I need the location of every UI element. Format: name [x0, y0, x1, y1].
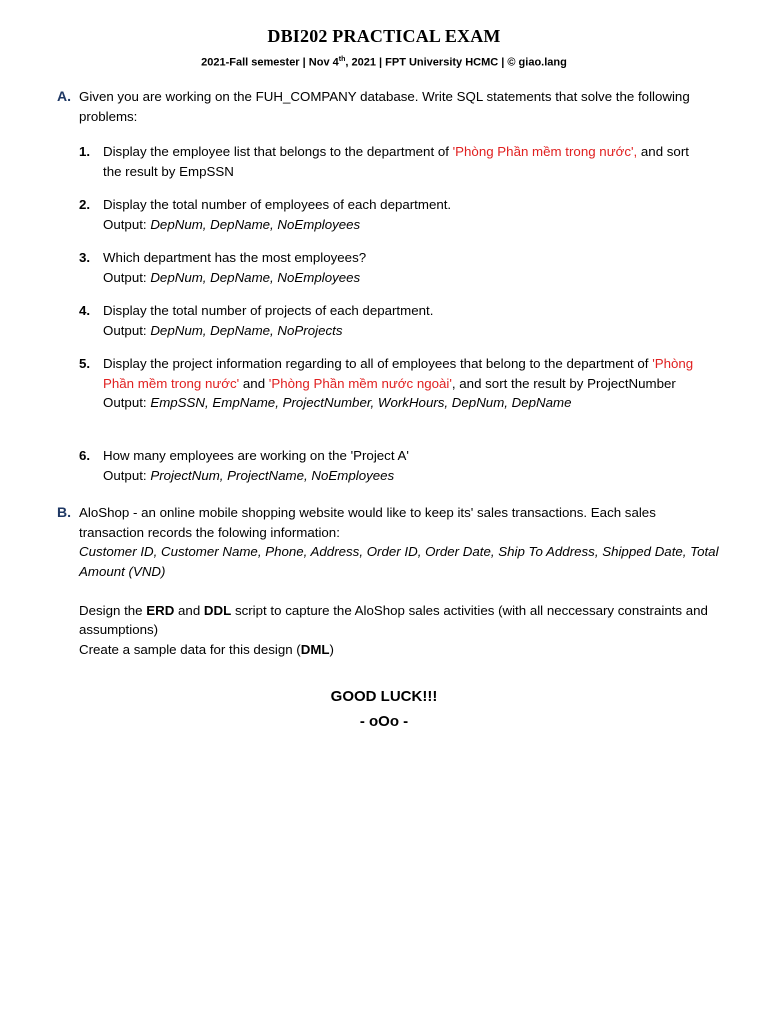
- section-b-label: B.: [57, 504, 71, 520]
- section-a-intro: Given you are working on the FUH_COMPANY database. Write SQL statements that solve the following problems:: [79, 89, 690, 124]
- exam-title: DBI202 PRACTICAL EXAM: [267, 26, 501, 46]
- sample-text-pre: Create a sample data for this design (: [79, 641, 301, 657]
- question-number: 6.: [79, 448, 91, 463]
- question-text: [103, 354, 709, 393]
- ddl-term: DDL: [203, 602, 232, 618]
- sample-text-post: ): [329, 641, 334, 657]
- output-label: Output:: [103, 395, 147, 410]
- question-3: [79, 248, 709, 287]
- section-a-label: A.: [57, 88, 71, 104]
- subtitle-pre: 2021-Fall semester | Nov 4: [201, 56, 339, 69]
- question-text-post: , and sort the result by ProjectNumber: [451, 375, 676, 391]
- department-highlight: 'Phòng Phần mềm trong nước',: [452, 144, 638, 159]
- output-columns: DepNum, DepName, NoProjects: [150, 322, 343, 338]
- question-6: [79, 446, 709, 485]
- output-columns: DepNum, DepName, NoEmployees: [150, 216, 361, 232]
- question-2: [79, 195, 709, 234]
- question-output: [103, 393, 709, 413]
- output-columns: DepNum, DepName, NoEmployees: [150, 269, 361, 285]
- output-label: Output:: [103, 269, 147, 285]
- question-text: Display the total number of employees of each department.: [103, 197, 452, 212]
- question-5: [79, 354, 709, 413]
- good-luck-text: GOOD LUCK!!!: [330, 688, 438, 705]
- question-text-post: and sort the result by EmpSSN: [103, 144, 689, 179]
- question-number: 5.: [79, 356, 91, 371]
- question-text-pre: Display the project information regarding to all of employees that belong to the department of: [103, 356, 653, 371]
- question-number: 4.: [79, 303, 91, 318]
- design-text-and: and: [174, 602, 204, 618]
- question-text: How many employees are working on the 'Project A': [103, 448, 409, 463]
- exam-subtitle: [0, 56, 768, 69]
- section-b-sample: [79, 640, 719, 660]
- question-number: 3.: [79, 250, 91, 265]
- output-label: Output:: [103, 467, 147, 483]
- output-columns: EmpSSN, EmpName, ProjectNumber, WorkHours, DepNum, DepName: [150, 395, 572, 410]
- output-label: Output:: [103, 216, 147, 232]
- output-label: Output:: [103, 322, 147, 338]
- question-4: [79, 301, 709, 340]
- question-1: [79, 142, 709, 181]
- department-highlight-2: 'Phòng Phần mềm nước ngoài': [268, 375, 452, 391]
- end-mark: - oOo -: [359, 713, 409, 730]
- section-b-intro: AloShop - an online mobile shopping website would like to keep its' sales transactions. Each sales transaction records the folowing information:: [79, 505, 656, 540]
- question-output: [103, 215, 709, 235]
- question-output: [103, 321, 709, 341]
- question-output: [103, 268, 709, 288]
- department-highlight-1: 'Phòng Phần mềm trong nước': [103, 356, 694, 391]
- section-b-body: [79, 503, 719, 659]
- design-text-post: script to capture the AloShop sales activities (with all neccessary constraints and assumptions): [79, 602, 708, 637]
- output-columns: ProjectNum, ProjectName, NoEmployees: [150, 467, 395, 483]
- erd-term: ERD: [146, 602, 175, 618]
- question-text: Which department has the most employees?: [103, 250, 367, 265]
- dml-term: DML: [300, 641, 330, 657]
- design-text-pre: Design the: [79, 602, 147, 618]
- question-output: [103, 466, 709, 486]
- section-b-design: [79, 601, 719, 640]
- question-number: 2.: [79, 197, 91, 212]
- question-text-mid: and: [239, 375, 269, 391]
- question-number: 1.: [79, 144, 91, 159]
- question-text: Display the employee list that belongs to the department of: [103, 144, 453, 159]
- section-b-fields: Customer ID, Customer Name, Phone, Address, Order ID, Order Date, Ship To Address, Shipped Date, Total Amount (VND): [79, 544, 719, 579]
- subtitle-post: , 2021 | FPT University HCMC | © giao.lang: [345, 56, 567, 69]
- question-text: Display the total number of projects of each department.: [103, 303, 434, 318]
- subtitle-sup: th: [338, 56, 346, 63]
